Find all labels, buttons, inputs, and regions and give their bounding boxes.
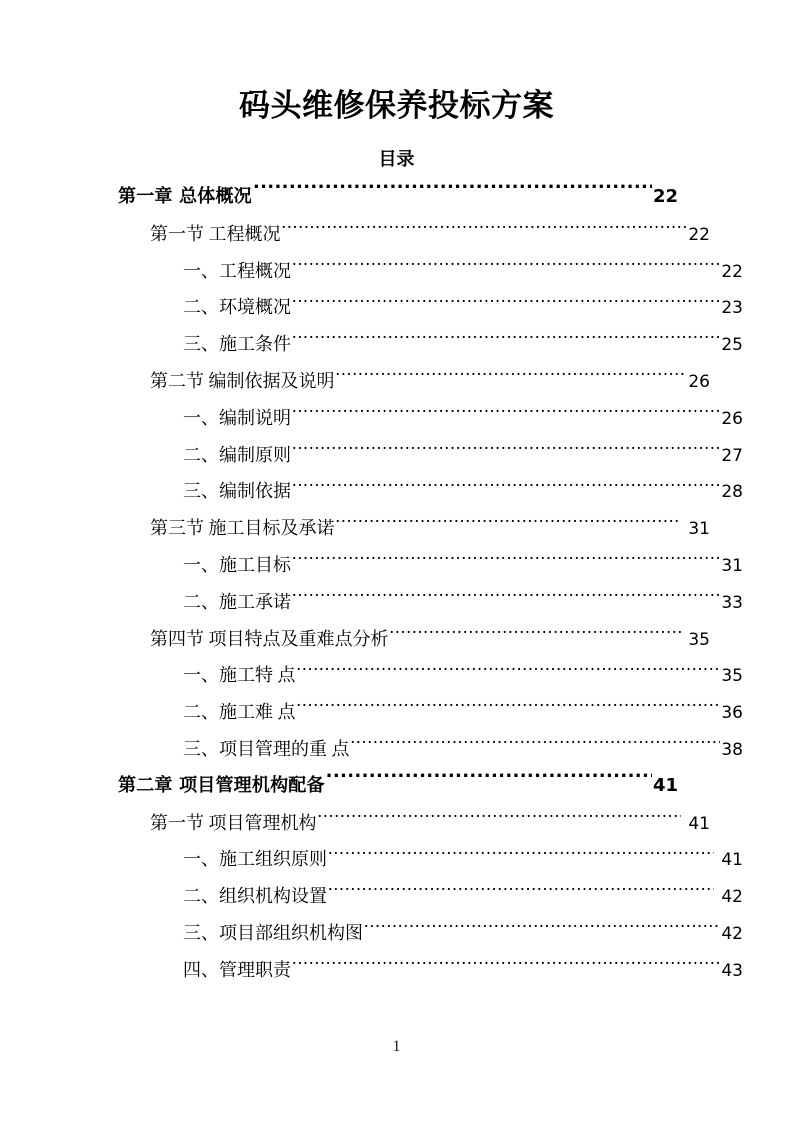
toc-leader-dots bbox=[390, 627, 682, 645]
toc-leader-dots bbox=[292, 590, 720, 608]
toc-entry-page-number: 42 bbox=[721, 923, 743, 944]
toc-leader-dots bbox=[336, 516, 682, 534]
toc-entry-level-2[interactable] bbox=[150, 621, 710, 658]
toc-entry-page-number: 31 bbox=[688, 519, 710, 540]
toc-entry-page-number: 27 bbox=[721, 445, 743, 466]
toc-entry-level-1[interactable] bbox=[118, 179, 678, 216]
toc-entry-label: 一、编制说明 bbox=[183, 407, 291, 428]
toc-entry-label: 一、施工组织原则 bbox=[183, 849, 327, 870]
toc-entry-label: 三、编制依据 bbox=[183, 481, 291, 502]
toc-entry-level-3[interactable] bbox=[183, 326, 743, 363]
toc-leader-dots bbox=[253, 184, 652, 202]
toc-leader-dots bbox=[297, 700, 721, 718]
toc-entry-level-3[interactable] bbox=[183, 841, 743, 878]
toc-leader-dots bbox=[292, 332, 720, 350]
toc-entry-label: 二、编制原则 bbox=[183, 444, 291, 465]
toc-entry-level-2[interactable] bbox=[150, 363, 710, 400]
toc-leader-dots bbox=[336, 369, 688, 387]
toc-entry-page-number: 41 bbox=[721, 850, 743, 871]
toc-entry-page-number: 33 bbox=[721, 592, 743, 613]
toc-entry-label: 一、施工目标 bbox=[183, 554, 291, 575]
toc-leader-dots bbox=[292, 479, 720, 497]
toc-entry-page-number: 28 bbox=[721, 482, 743, 503]
toc-entry-label: 一、施工特 点 bbox=[183, 665, 296, 686]
toc-entry-page-number: 31 bbox=[721, 555, 743, 576]
toc-entry-label: 一、工程概况 bbox=[183, 260, 291, 281]
toc-entry-level-3[interactable] bbox=[183, 694, 743, 731]
toc-entry-page-number: 41 bbox=[652, 774, 678, 796]
toc-entry-page-number: 26 bbox=[688, 371, 710, 392]
toc-entry-page-number: 22 bbox=[652, 186, 678, 207]
toc-entry-level-3[interactable] bbox=[183, 400, 743, 437]
toc-entry-level-2[interactable] bbox=[150, 510, 710, 547]
toc-entry-page-number: 42 bbox=[721, 887, 743, 908]
toc-entry-level-3[interactable] bbox=[183, 289, 743, 326]
toc-entry-page-number: 35 bbox=[688, 629, 710, 650]
toc-leader-dots bbox=[292, 553, 720, 571]
toc-entry-label: 第三节 施工目标及承诺 bbox=[150, 518, 335, 539]
toc-entry-page-number: 22 bbox=[688, 224, 710, 245]
table-of-contents bbox=[118, 179, 743, 989]
toc-entry-label: 二、施工承诺 bbox=[183, 591, 291, 612]
toc-entry-level-3[interactable] bbox=[183, 584, 743, 621]
toc-leader-dots bbox=[292, 295, 720, 313]
toc-entry-page-number: 38 bbox=[721, 739, 743, 760]
footer-page-number: 1 bbox=[392, 1038, 401, 1055]
toc-entry-page-number: 22 bbox=[721, 261, 743, 282]
toc-entry-page-number: 23 bbox=[721, 298, 743, 319]
toc-entry-level-3[interactable] bbox=[183, 915, 743, 952]
toc-entry-level-1[interactable] bbox=[118, 768, 678, 805]
toc-entry-label: 第四节 项目特点及重难点分析 bbox=[150, 628, 389, 649]
toc-entry-level-3[interactable] bbox=[183, 952, 743, 989]
toc-entry-label: 第二章 项目管理机构配备 bbox=[118, 774, 325, 796]
toc-leader-dots bbox=[282, 222, 688, 240]
table-of-contents-heading: 目录 bbox=[378, 149, 415, 169]
document-title: 码头维修保养投标方案 bbox=[239, 88, 554, 124]
toc-entry-page-number: 41 bbox=[688, 813, 710, 834]
toc-entry-level-2[interactable] bbox=[150, 805, 710, 842]
toc-leader-dots bbox=[318, 811, 682, 829]
toc-entry-label: 二、环境概况 bbox=[183, 297, 291, 318]
toc-leader-dots bbox=[351, 737, 721, 755]
toc-leader-dots bbox=[292, 259, 720, 277]
toc-leader-dots bbox=[364, 921, 720, 939]
toc-entry-level-2[interactable] bbox=[150, 216, 710, 253]
toc-entry-page-number: 43 bbox=[721, 960, 743, 981]
toc-entry-level-3[interactable] bbox=[183, 253, 743, 290]
toc-entry-label: 第二节 编制依据及说明 bbox=[150, 370, 335, 391]
toc-entry-label: 二、施工难 点 bbox=[183, 702, 296, 723]
toc-entry-level-3[interactable] bbox=[183, 473, 743, 510]
toc-entry-label: 二、组织机构设置 bbox=[183, 886, 327, 907]
toc-entry-level-3[interactable] bbox=[183, 878, 743, 915]
toc-entry-label: 第一章 总体概况 bbox=[118, 186, 252, 207]
toc-entry-label: 三、项目部组织机构图 bbox=[183, 922, 363, 943]
toc-leader-dots bbox=[328, 847, 714, 865]
toc-entry-label: 三、项目管理的重 点 bbox=[183, 738, 350, 759]
toc-entry-level-3[interactable] bbox=[183, 547, 743, 584]
toc-leader-dots bbox=[292, 406, 720, 424]
toc-entry-page-number: 26 bbox=[721, 408, 743, 429]
toc-leader-dots bbox=[326, 773, 652, 791]
toc-entry-level-3[interactable] bbox=[183, 437, 743, 474]
toc-entry-page-number: 25 bbox=[721, 335, 743, 356]
toc-entry-page-number: 35 bbox=[721, 666, 743, 687]
toc-leader-dots bbox=[297, 663, 721, 681]
toc-leader-dots bbox=[292, 443, 720, 461]
toc-leader-dots bbox=[292, 958, 720, 976]
toc-entry-level-3[interactable] bbox=[183, 731, 743, 768]
toc-leader-dots bbox=[328, 884, 714, 902]
toc-entry-label: 第一节 项目管理机构 bbox=[150, 812, 317, 833]
toc-entry-label: 三、施工条件 bbox=[183, 334, 291, 355]
toc-entry-level-3[interactable] bbox=[183, 657, 743, 694]
toc-entry-label: 第一节 工程概况 bbox=[150, 223, 281, 244]
toc-entry-label: 四、管理职责 bbox=[183, 959, 291, 980]
toc-entry-page-number: 36 bbox=[721, 703, 743, 724]
